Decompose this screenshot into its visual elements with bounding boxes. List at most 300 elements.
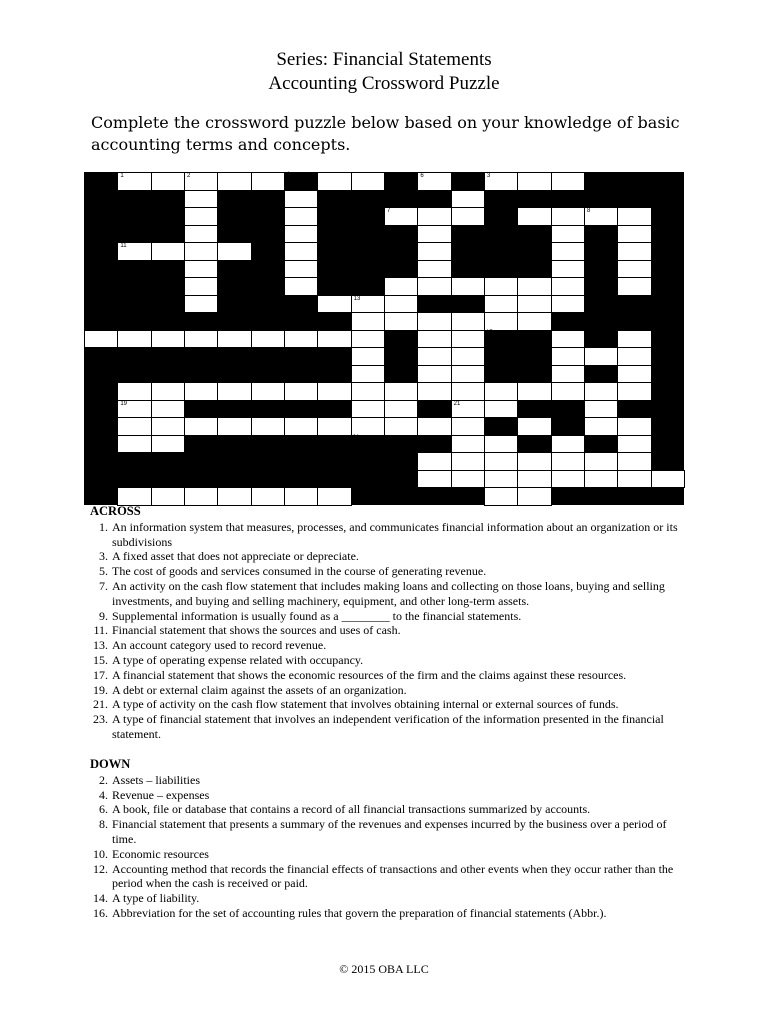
crossword-cell[interactable] — [184, 330, 218, 349]
crossword-cell[interactable] — [117, 242, 151, 261]
crossword-cell[interactable] — [117, 330, 151, 349]
crossword-block — [651, 330, 685, 348]
crossword-block — [651, 242, 685, 260]
crossword-block — [184, 312, 218, 330]
crossword-cell[interactable] — [451, 452, 485, 471]
crossword-block — [484, 330, 518, 348]
crossword-cell[interactable] — [551, 330, 585, 349]
crossword-cell[interactable] — [217, 330, 251, 349]
crossword-block — [151, 452, 185, 470]
crossword-cell[interactable] — [517, 295, 551, 314]
clue-number-label: 15 — [486, 329, 493, 336]
crossword-block — [151, 470, 185, 488]
crossword-block — [117, 347, 151, 365]
crossword-cell[interactable] — [284, 190, 318, 209]
crossword-cell[interactable] — [617, 260, 651, 279]
crossword-cell[interactable] — [451, 277, 485, 296]
crossword-block — [217, 190, 251, 208]
crossword-block — [484, 260, 518, 278]
crossword-cell[interactable] — [417, 452, 451, 471]
crossword-cell[interactable] — [284, 277, 318, 296]
crossword-block — [584, 260, 618, 278]
crossword-block — [84, 347, 118, 365]
crossword-cell[interactable] — [484, 172, 518, 191]
crossword-cell[interactable] — [551, 435, 585, 454]
clue-number-label: 11 — [386, 259, 393, 266]
crossword-cell[interactable] — [484, 295, 518, 314]
crossword-block — [151, 347, 185, 365]
crossword-block — [351, 277, 385, 295]
crossword-block — [417, 295, 451, 313]
across-clue-number: 11. — [93, 623, 108, 638]
crossword-cell[interactable] — [484, 487, 518, 506]
across-clue — [90, 609, 690, 624]
crossword-cell[interactable] — [284, 242, 318, 261]
across-clue-text: A type of operating expense related with occupancy. — [112, 652, 364, 667]
crossword-cell[interactable] — [417, 365, 451, 384]
crossword-block — [417, 190, 451, 208]
crossword-cell[interactable] — [451, 190, 485, 209]
crossword-cell[interactable] — [617, 417, 651, 436]
crossword-cell[interactable] — [351, 365, 385, 384]
crossword-cell[interactable] — [351, 295, 385, 314]
down-clue — [90, 817, 690, 847]
crossword-block — [417, 487, 451, 505]
crossword-block — [217, 435, 251, 453]
crossword-cell[interactable] — [417, 242, 451, 261]
crossword-block — [84, 172, 118, 190]
crossword-cell[interactable] — [217, 382, 251, 401]
crossword-block — [184, 470, 218, 488]
crossword-block — [384, 225, 418, 243]
crossword-cell[interactable] — [384, 382, 418, 401]
crossword-cell[interactable] — [284, 382, 318, 401]
crossword-cell[interactable] — [251, 172, 285, 191]
crossword-cell[interactable] — [551, 365, 585, 384]
crossword-cell[interactable] — [417, 347, 451, 366]
crossword-cell[interactable] — [384, 312, 418, 331]
crossword-cell[interactable] — [117, 487, 151, 506]
crossword-block — [517, 347, 551, 365]
across-clue-number: 17. — [93, 667, 108, 682]
crossword-cell[interactable] — [84, 330, 118, 349]
crossword-cell[interactable] — [351, 172, 385, 191]
crossword-cell[interactable] — [184, 382, 218, 401]
crossword-cell[interactable] — [317, 172, 351, 191]
crossword-cell[interactable] — [184, 190, 218, 209]
crossword-cell[interactable] — [551, 470, 585, 489]
crossword-block — [217, 260, 251, 278]
crossword-cell[interactable] — [517, 277, 551, 296]
crossword-block — [651, 312, 685, 330]
crossword-cell[interactable] — [584, 347, 618, 366]
crossword-block — [84, 242, 118, 260]
crossword-block — [251, 452, 285, 470]
crossword-cell[interactable] — [184, 225, 218, 244]
crossword-cell[interactable] — [484, 312, 518, 331]
crossword-block — [84, 452, 118, 470]
across-clue-number: 7. — [99, 578, 108, 593]
down-clue — [90, 802, 690, 817]
crossword-cell[interactable] — [417, 330, 451, 349]
crossword-cell[interactable] — [617, 242, 651, 261]
crossword-block — [151, 225, 185, 243]
crossword-cell[interactable] — [584, 417, 618, 436]
crossword-cell[interactable] — [617, 277, 651, 296]
crossword-cell[interactable] — [617, 382, 651, 401]
across-clue-number: 13. — [93, 638, 108, 653]
crossword-cell[interactable] — [417, 260, 451, 279]
crossword-cell[interactable] — [251, 382, 285, 401]
crossword-cell[interactable] — [617, 452, 651, 471]
crossword-cell[interactable] — [151, 172, 185, 191]
crossword-cell[interactable] — [584, 400, 618, 419]
crossword-block — [351, 435, 385, 453]
crossword-cell[interactable] — [451, 400, 485, 419]
crossword-block — [617, 295, 651, 313]
crossword-cell[interactable] — [217, 242, 251, 261]
crossword-cell[interactable] — [451, 365, 485, 384]
crossword-block — [84, 225, 118, 243]
crossword-block — [217, 225, 251, 243]
crossword-cell[interactable] — [117, 382, 151, 401]
clue-number-label: 13 — [353, 295, 361, 302]
crossword-cell[interactable] — [551, 207, 585, 226]
across-clue-text: Financial statement that shows the sources and uses of cash. — [112, 623, 401, 638]
crossword-cell[interactable] — [584, 382, 618, 401]
crossword-block — [384, 365, 418, 383]
crossword-block — [384, 330, 418, 348]
crossword-cell[interactable] — [551, 260, 585, 279]
crossword-cell[interactable] — [617, 435, 651, 454]
crossword-cell[interactable] — [251, 487, 285, 506]
crossword-block — [284, 470, 318, 488]
crossword-block — [251, 435, 285, 453]
down-clue-number: 4. — [99, 787, 108, 802]
crossword-cell[interactable] — [251, 417, 285, 436]
across-clue — [90, 653, 690, 668]
crossword-cell[interactable] — [417, 382, 451, 401]
down-clue — [90, 891, 690, 906]
crossword-cell[interactable] — [617, 207, 651, 226]
crossword-block — [651, 295, 685, 313]
down-clue-text: Abbreviation for the set of accounting rules that govern the preparation of financial statements (Abbr.). — [112, 905, 607, 920]
down-clue-text: Assets – liabilities — [112, 772, 200, 787]
crossword-cell[interactable] — [451, 382, 485, 401]
crossword-cell[interactable] — [584, 452, 618, 471]
down-clue-number: 2. — [99, 772, 108, 787]
crossword-cell[interactable] — [384, 277, 418, 296]
crossword-cell[interactable] — [317, 417, 351, 436]
crossword-block — [517, 330, 551, 348]
crossword-cell[interactable] — [351, 417, 385, 436]
crossword-cell[interactable] — [251, 330, 285, 349]
crossword-block — [551, 487, 585, 505]
across-clue-text: A type of activity on the cash flow statement that involves obtaining internal or external sources of funds. — [112, 697, 619, 712]
crossword-block — [584, 365, 618, 383]
crossword-block — [651, 487, 685, 505]
crossword-block — [484, 347, 518, 365]
across-clue — [90, 712, 690, 742]
crossword-cell[interactable] — [417, 417, 451, 436]
crossword-cell[interactable] — [284, 330, 318, 349]
crossword-cell[interactable] — [517, 382, 551, 401]
across-clue-text: The cost of goods and services consumed in the course of generating revenue. — [112, 564, 487, 579]
crossword-block — [351, 225, 385, 243]
crossword-cell[interactable] — [517, 172, 551, 191]
crossword-cell[interactable] — [184, 417, 218, 436]
crossword-cell[interactable] — [451, 330, 485, 349]
crossword-cell[interactable] — [151, 242, 185, 261]
crossword-cell[interactable] — [351, 330, 385, 349]
crossword-block — [651, 190, 685, 208]
crossword-block — [84, 365, 118, 383]
crossword-cell[interactable] — [351, 312, 385, 331]
crossword-block — [651, 260, 685, 278]
crossword-block — [517, 260, 551, 278]
down-clue — [90, 788, 690, 803]
crossword-cell[interactable] — [184, 487, 218, 506]
crossword-block — [151, 190, 185, 208]
crossword-cell[interactable] — [617, 225, 651, 244]
crossword-cell[interactable] — [351, 382, 385, 401]
across-clue-number: 23. — [93, 712, 108, 727]
crossword-block — [584, 172, 618, 190]
down-clue — [90, 847, 690, 862]
crossword-cell[interactable] — [551, 242, 585, 261]
crossword-cell[interactable] — [651, 470, 685, 489]
crossword-cell[interactable] — [451, 347, 485, 366]
crossword-block — [217, 400, 251, 418]
crossword-block — [117, 452, 151, 470]
crossword-block — [317, 347, 351, 365]
crossword-block — [384, 242, 418, 260]
crossword-cell[interactable] — [484, 277, 518, 296]
crossword-block — [117, 312, 151, 330]
crossword-cell[interactable] — [284, 207, 318, 226]
crossword-cell[interactable] — [184, 277, 218, 296]
down-clues — [90, 757, 690, 921]
crossword-block — [651, 277, 685, 295]
crossword-cell[interactable] — [484, 452, 518, 471]
crossword-cell[interactable] — [451, 207, 485, 226]
crossword-cell[interactable] — [451, 312, 485, 331]
crossword-block — [317, 225, 351, 243]
crossword-cell[interactable] — [151, 487, 185, 506]
crossword-cell[interactable] — [517, 417, 551, 436]
crossword-cell[interactable] — [151, 330, 185, 349]
crossword-cell[interactable] — [117, 417, 151, 436]
crossword-cell[interactable] — [117, 400, 151, 419]
crossword-cell[interactable] — [317, 487, 351, 506]
crossword-cell[interactable] — [351, 347, 385, 366]
down-clue-number: 14. — [93, 891, 108, 906]
crossword-block — [384, 190, 418, 208]
crossword-cell[interactable] — [484, 435, 518, 454]
crossword-cell[interactable] — [584, 207, 618, 226]
instructions-text: Complete the crossword puzzle below based on your knowledge of basic accounting terms and concepts. — [91, 113, 680, 154]
crossword-block — [151, 365, 185, 383]
crossword-cell[interactable] — [551, 295, 585, 314]
crossword-cell[interactable] — [484, 382, 518, 401]
title-puzzle: Accounting Crossword Puzzle — [268, 73, 500, 94]
crossword-block — [551, 400, 585, 418]
crossword-cell[interactable] — [151, 417, 185, 436]
crossword-block — [351, 190, 385, 208]
crossword-block — [317, 260, 351, 278]
crossword-cell[interactable] — [284, 225, 318, 244]
crossword-block — [84, 277, 118, 295]
crossword-grid — [84, 172, 684, 487]
crossword-cell[interactable] — [451, 470, 485, 489]
crossword-block — [451, 260, 485, 278]
crossword-cell[interactable] — [517, 470, 551, 489]
crossword-cell[interactable] — [151, 382, 185, 401]
crossword-block — [551, 190, 585, 208]
across-clue — [90, 579, 690, 609]
crossword-block — [584, 312, 618, 330]
crossword-block — [351, 487, 385, 505]
crossword-block — [317, 242, 351, 260]
crossword-block — [317, 277, 351, 295]
clue-number-label: 17 — [119, 364, 127, 371]
crossword-cell[interactable] — [417, 470, 451, 489]
crossword-cell[interactable] — [384, 417, 418, 436]
crossword-block — [351, 452, 385, 470]
down-clue — [90, 906, 690, 921]
crossword-cell[interactable] — [551, 347, 585, 366]
crossword-cell[interactable] — [217, 172, 251, 191]
crossword-cell[interactable] — [317, 330, 351, 349]
crossword-block — [217, 312, 251, 330]
crossword-cell[interactable] — [551, 382, 585, 401]
crossword-block — [84, 312, 118, 330]
crossword-block — [451, 487, 485, 505]
crossword-block — [284, 172, 318, 190]
clue-number-label: 23 — [119, 469, 127, 476]
crossword-cell[interactable] — [484, 400, 518, 419]
crossword-cell[interactable] — [184, 295, 218, 314]
crossword-cell[interactable] — [317, 295, 351, 314]
crossword-cell[interactable] — [117, 435, 151, 454]
crossword-block — [317, 312, 351, 330]
crossword-cell[interactable] — [151, 400, 185, 419]
crossword-cell[interactable] — [451, 417, 485, 436]
crossword-block — [84, 470, 118, 488]
crossword-block — [284, 295, 318, 313]
crossword-block — [651, 365, 685, 383]
crossword-cell[interactable] — [551, 277, 585, 296]
crossword-cell[interactable] — [551, 452, 585, 471]
crossword-block — [351, 207, 385, 225]
crossword-cell[interactable] — [617, 470, 651, 489]
across-clue — [90, 668, 690, 683]
crossword-cell[interactable] — [617, 330, 651, 349]
crossword-block — [384, 452, 418, 470]
crossword-cell[interactable] — [217, 487, 251, 506]
crossword-cell[interactable] — [184, 242, 218, 261]
crossword-block — [584, 435, 618, 453]
crossword-block — [584, 277, 618, 295]
crossword-cell[interactable] — [417, 277, 451, 296]
across-clues — [90, 504, 690, 742]
crossword-cell[interactable] — [284, 417, 318, 436]
crossword-cell[interactable] — [451, 435, 485, 454]
crossword-cell[interactable] — [584, 470, 618, 489]
crossword-block — [251, 312, 285, 330]
crossword-cell[interactable] — [617, 347, 651, 366]
crossword-cell[interactable] — [351, 400, 385, 419]
crossword-cell[interactable] — [517, 452, 551, 471]
crossword-cell[interactable] — [384, 295, 418, 314]
crossword-cell[interactable] — [517, 207, 551, 226]
crossword-block — [617, 190, 651, 208]
crossword-cell[interactable] — [184, 260, 218, 279]
crossword-block — [284, 365, 318, 383]
crossword-block — [651, 172, 685, 190]
across-clue-number: 21. — [93, 697, 108, 712]
crossword-block — [617, 487, 651, 505]
across-clue-number: 3. — [99, 549, 108, 564]
across-clue — [90, 520, 690, 550]
crossword-cell[interactable] — [384, 207, 418, 226]
crossword-block — [384, 470, 418, 488]
down-clue-number: 8. — [99, 817, 108, 832]
crossword-cell[interactable] — [384, 400, 418, 419]
crossword-cell[interactable] — [517, 312, 551, 331]
crossword-cell[interactable] — [417, 172, 451, 191]
crossword-block — [84, 190, 118, 208]
crossword-block — [584, 242, 618, 260]
clue-number-label: 11 — [120, 243, 127, 249]
crossword-cell[interactable] — [551, 172, 585, 191]
crossword-cell[interactable] — [317, 382, 351, 401]
crossword-cell[interactable] — [417, 207, 451, 226]
crossword-block — [184, 347, 218, 365]
crossword-block — [551, 417, 585, 435]
crossword-cell[interactable] — [417, 312, 451, 331]
crossword-cell[interactable] — [151, 435, 185, 454]
down-heading: DOWN — [90, 757, 131, 771]
crossword-cell[interactable] — [551, 225, 585, 244]
crossword-block — [317, 365, 351, 383]
crossword-block — [217, 470, 251, 488]
across-clue-number: 19. — [93, 682, 108, 697]
crossword-block — [284, 400, 318, 418]
across-clue-text: An activity on the cash flow statement that includes making loans and collecting on those loans, buying and selling investments, and buying and selling machinery, equipment, and other long-term assets. — [112, 578, 665, 608]
crossword-cell[interactable] — [517, 487, 551, 506]
crossword-block — [517, 242, 551, 260]
crossword-block — [251, 242, 285, 260]
crossword-block — [117, 277, 151, 295]
across-clue-number: 1. — [99, 519, 108, 534]
crossword-cell[interactable] — [217, 417, 251, 436]
crossword-cell[interactable] — [117, 172, 151, 191]
crossword-cell[interactable] — [484, 470, 518, 489]
crossword-cell[interactable] — [284, 260, 318, 279]
crossword-block — [317, 470, 351, 488]
crossword-cell[interactable] — [284, 487, 318, 506]
crossword-block — [251, 225, 285, 243]
crossword-block — [351, 470, 385, 488]
clue-number-label: 1 — [120, 173, 124, 179]
crossword-block — [484, 225, 518, 243]
crossword-block — [517, 365, 551, 383]
crossword-cell[interactable] — [617, 365, 651, 384]
crossword-cell[interactable] — [184, 172, 218, 191]
crossword-cell[interactable] — [184, 207, 218, 226]
crossword-cell[interactable] — [417, 225, 451, 244]
